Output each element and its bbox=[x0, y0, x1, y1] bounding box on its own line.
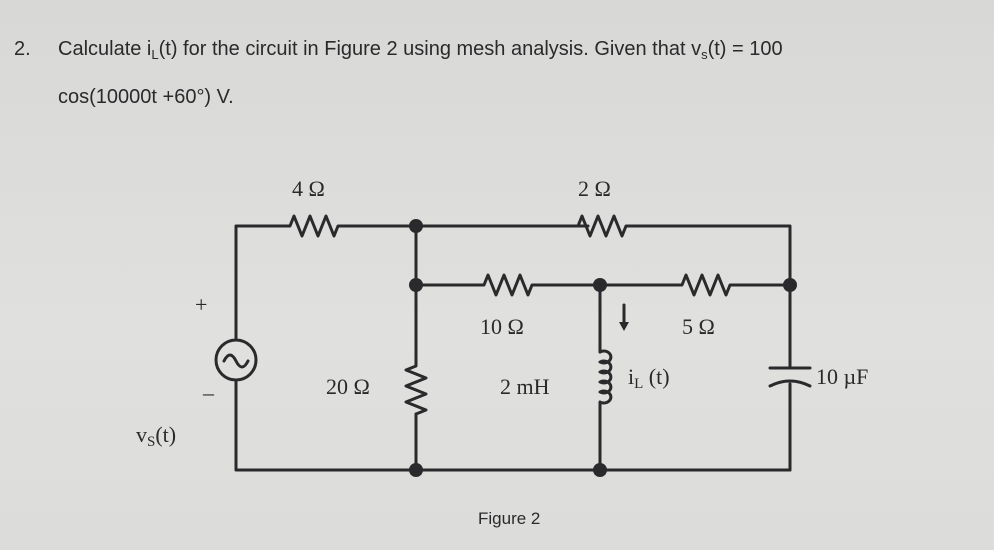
problem-sub-l: L bbox=[151, 47, 159, 62]
label-4-ohm: 4 Ω bbox=[292, 176, 325, 201]
node-top bbox=[409, 219, 423, 233]
label-5-ohm: 5 Ω bbox=[682, 314, 715, 339]
ac-voltage-source bbox=[216, 340, 256, 380]
node-bottom-left bbox=[409, 463, 423, 477]
label-20-ohm: 20 Ω bbox=[326, 374, 370, 399]
node-mid-left bbox=[409, 278, 423, 292]
node-bottom-center bbox=[593, 463, 607, 477]
problem-text-c: (t) = 100 bbox=[707, 38, 783, 60]
label-capacitor: 10 µF bbox=[816, 364, 869, 389]
circuit-wires bbox=[236, 226, 790, 470]
problem-number: 2. bbox=[14, 38, 31, 60]
problem-sub-s: s bbox=[701, 47, 708, 62]
label-2-ohm: 2 Ω bbox=[578, 176, 611, 201]
source-minus: – bbox=[203, 380, 214, 405]
label-10-ohm: 10 Ω bbox=[480, 314, 524, 339]
resistor-4-ohm bbox=[283, 216, 345, 236]
resistor-10-ohm bbox=[478, 275, 540, 295]
resistor-20-ohm bbox=[406, 362, 426, 414]
label-2-mh: 2 mH bbox=[500, 374, 550, 399]
resistor-5-ohm bbox=[676, 275, 738, 295]
problem-statement-line2: cos(10000t +60°) V. bbox=[58, 86, 234, 108]
node-mid-right bbox=[783, 278, 797, 292]
current-direction-arrow bbox=[619, 305, 629, 331]
problem-text-b: (t) for the circuit in Figure 2 using mesh analysis. Given that v bbox=[158, 38, 702, 60]
inductor-coil bbox=[600, 351, 611, 406]
node-mid-center bbox=[593, 278, 607, 292]
source-plus: + bbox=[195, 292, 208, 317]
problem-text-a: Calculate i bbox=[58, 38, 152, 60]
label-current: iL (t) bbox=[628, 364, 670, 392]
label-source: vS(t) bbox=[136, 422, 177, 450]
figure-caption: Figure 2 bbox=[478, 509, 541, 528]
